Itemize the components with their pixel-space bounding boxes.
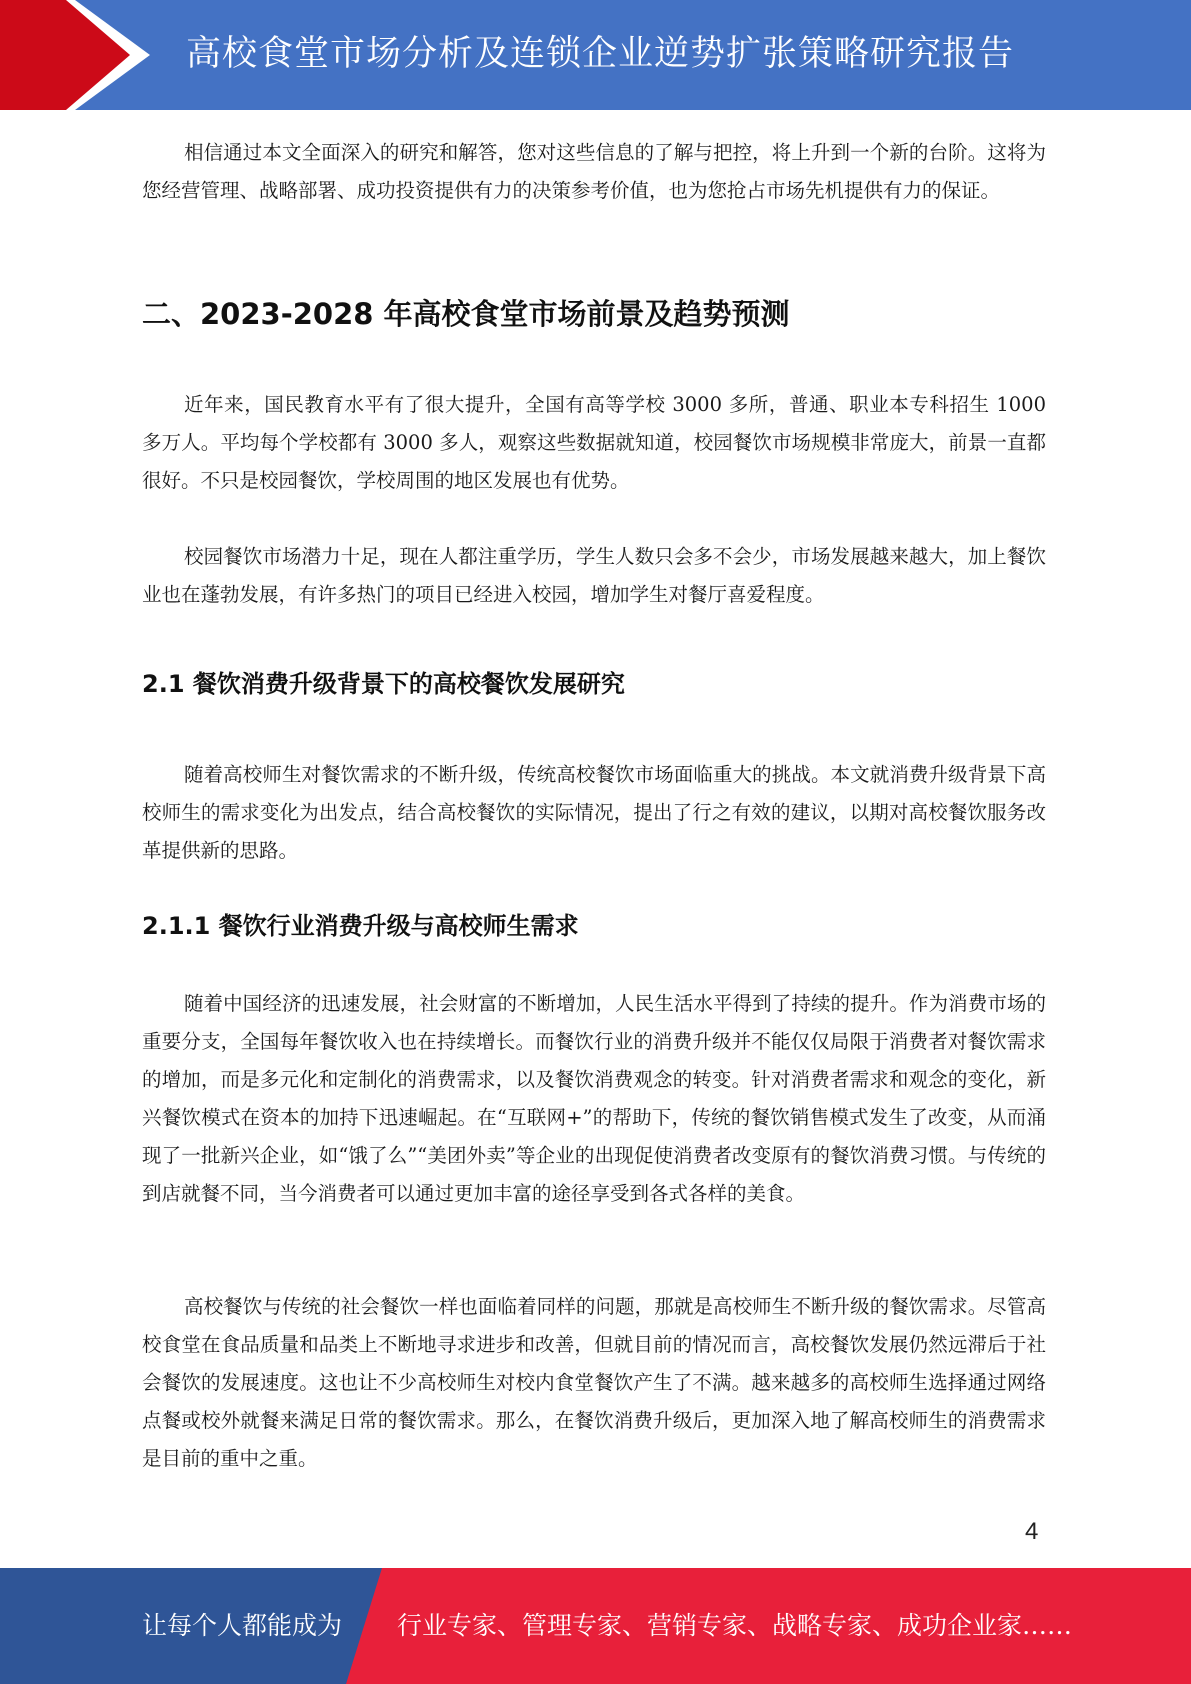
header-banner <box>0 0 1191 110</box>
section-2-1-1-paragraph-2-block <box>142 1288 1046 1478</box>
section-2-paragraph-2-block <box>142 538 1046 614</box>
page-number: 4 <box>1025 1518 1039 1545</box>
section-2-1-1-paragraph-2: 高校餐饮与传统的社会餐饮一样也面临着同样的问题，那就是高校师生不断升级的餐饮需求。尽管高校食堂在食品质量和品类上不断地寻求进步和改善，但就目前的情况而言，高校餐饮发展仍然远滞后于社会餐饮的发展速度。这也让不少高校师生对校内食堂餐饮产生了不满。越来越多的高校师生选择通过网络点餐或校外就餐来满足日常的餐饮需求。那么，在餐饮消费升级后，更加深入地了解高校师生的消费需求是目前的重中之重。 <box>142 1295 1046 1470</box>
section-2-paragraph-1-block <box>142 386 1046 500</box>
section-2-1-paragraph: 随着高校师生对餐饮需求的不断升级，传统高校餐饮市场面临重大的挑战。本文就消费升级背景下高校师生的需求变化为出发点，结合高校餐饮的实际情况，提出了行之有效的建议，以期对高校餐饮服务改革提供新的思路。 <box>142 763 1046 862</box>
section-2-1-1-heading-block <box>142 906 1046 941</box>
section-2-paragraph-2: 校园餐饮市场潜力十足，现在人都注重学历，学生人数只会多不会少，市场发展越来越大，加上餐饮业也在蓬勃发展，有许多热门的项目已经进入校园，增加学生对餐厅喜爱程度。 <box>142 545 1046 606</box>
section-2-1-paragraph-block <box>142 756 1046 870</box>
section-2-1-heading-block <box>142 664 1046 699</box>
footer-slogan-right: 行业专家、管理专家、营销专家、战略专家、成功企业家…… <box>397 1611 1073 1640</box>
section-2-paragraph-1: 近年来，国民教育水平有了很大提升，全国有高等学校 3000 多所，普通、职业本专科招生 1000 多万人。平均每个学校都有 3000 多人，观察这些数据就知道，校园餐饮市场规模非常庞大，前景一直都很好。不只是校园餐饮，学校周围的地区发展也有优势。 <box>142 393 1046 492</box>
header-red-chevron <box>0 0 150 110</box>
section-2-heading: 二、2023-2028 年高校食堂市场前景及趋势预测 <box>142 297 790 331</box>
section-2-1-heading: 2.1 餐饮消费升级背景下的高校餐饮发展研究 <box>142 670 625 698</box>
section-2-1-1-heading: 2.1.1 餐饮行业消费升级与高校师生需求 <box>142 912 579 940</box>
footer-banner <box>0 1568 1191 1684</box>
section-2-heading-block <box>142 292 1046 333</box>
intro-paragraph-block <box>142 134 1046 210</box>
section-2-1-1-paragraph-1: 随着中国经济的迅速发展，社会财富的不断增加，人民生活水平得到了持续的提升。作为消费市场的重要分支，全国每年餐饮收入也在持续增长。而餐饮行业的消费升级并不能仅仅局限于消费者对餐饮需求的增加，而是多元化和定制化的消费需求，以及餐饮消费观念的转变。针对消费者需求和观念的变化，新兴餐饮模式在资本的加持下迅速崛起。在“互联网+”的帮助下，传统的餐饮销售模式发生了改变，从而涌现了一批新兴企业，如“饿了么”“美团外卖”等企业的出现促使消费者改变原有的餐饮消费习惯。与传统的到店就餐不同，当今消费者可以通过更加丰富的途径享受到各式各样的美食。 <box>142 992 1046 1205</box>
intro-paragraph: 相信通过本文全面深入的研究和解答，您对这些信息的了解与把控，将上升到一个新的台阶。这将为您经营管理、战略部署、成功投资提供有力的决策参考价值，也为您抢占市场先机提供有力的保证。 <box>142 141 1046 202</box>
report-title: 高校食堂市场分析及连锁企业逆势扩张策略研究报告 <box>186 34 1015 74</box>
footer-slogan-left: 让每个人都能成为 <box>142 1611 343 1640</box>
section-2-1-1-paragraph-1-block <box>142 985 1046 1213</box>
